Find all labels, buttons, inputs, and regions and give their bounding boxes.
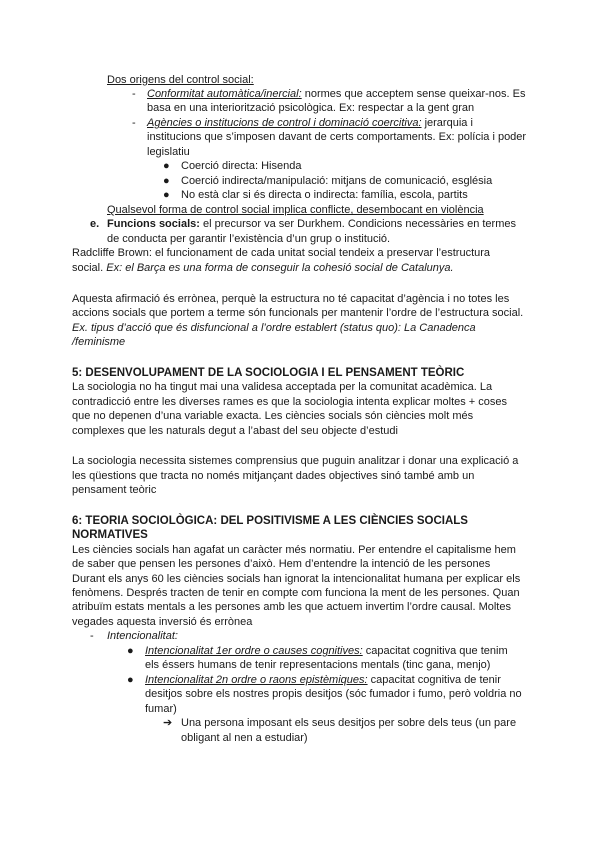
affirmation-line: Aquesta afirmació és errònea, perquè la estructura no té capacitat d’agència i no totes les bbox=[72, 293, 510, 305]
section6-paragraph-line: fenòmens. Després tracten de tenir en compte com funciona la ment de les persones. Quan bbox=[72, 587, 520, 599]
origins-item1-line2: basa en una interiorització psicològica. Ex: respectar a la gent gran bbox=[147, 102, 475, 114]
origins-bullet: No està clar si és directa o indirecta: família, escola, partits bbox=[181, 189, 468, 201]
section5-paragraph-line: La sociologia no ha tingut mai una validesa acceptada per la comunitat acadèmica. La bbox=[72, 381, 493, 393]
intencionalitat-label: Intencionalitat: bbox=[107, 630, 178, 642]
affirmation-line: accions socials que portem a terme són funcionals per mantenir l’ordre de l’estructura social. bbox=[72, 307, 524, 319]
dash-marker: - bbox=[132, 117, 136, 129]
origins-item2-label: Agències o institucions de control i dominació coercitiva: bbox=[147, 117, 422, 129]
origins-item2-line1 bbox=[147, 116, 473, 130]
section6-paragraph-line: Durant els anys 60 les ciències socials han ignorat la intencionalitat humana per explicar els bbox=[72, 573, 521, 585]
origins-item2-line3: legislatiu bbox=[147, 146, 190, 158]
origins-bullet: Coerció indirecta/manipulació: mitjans de comunicació, església bbox=[181, 175, 493, 187]
affirmation-example: /feminisme bbox=[72, 336, 126, 348]
radcliffe-plain: social. bbox=[72, 262, 107, 274]
section6-paragraph-line: Les ciències socials han agafat un caràcter més normatiu. Per entendre el capitalisme hem bbox=[72, 544, 516, 556]
section6-paragraph-line: atribuïm estats mentals a les persones amb les que actuem invertim l’ordre causal. Moltes bbox=[72, 601, 511, 613]
bullet-icon: ● bbox=[163, 189, 170, 201]
section5-paragraph-line: complexes que les naturals degut a l’abast del seu objecte d’estudi bbox=[72, 425, 398, 437]
bullet-icon: ● bbox=[127, 674, 134, 686]
radcliffe-line1: Radcliffe Brown: el funcionament de cada unitat social tendeix a preservar l’estructura bbox=[72, 247, 491, 259]
dash-marker: - bbox=[132, 88, 136, 100]
section5-paragraph-line: pensament teòric bbox=[72, 484, 157, 496]
intencionalitat-b2-line2: desitjos sobre els nostres propis desitjos (sóc fumador i fumo, però voldria no bbox=[145, 688, 522, 700]
section5-paragraph-line: La sociologia necessita sistemes comprensius que puguin analitzar i donar una explicació a bbox=[72, 455, 519, 467]
intencionalitat-b1-line1 bbox=[145, 644, 508, 658]
origins-item1-line1 bbox=[147, 87, 525, 101]
affirmation-example: Ex. tipus d’acció que és disfuncional a l’ordre establert (status quo): La Canadenca bbox=[72, 322, 476, 334]
intencionalitat-b2-line1 bbox=[145, 673, 501, 687]
intencionalitat-b1-label: Intencionalitat 1er ordre o causes cognitives: bbox=[145, 645, 363, 657]
arrow-text-line2: obligant al nen a estudiar) bbox=[181, 732, 308, 744]
origins-item1-label: Conformitat automàtica/inercial: bbox=[147, 88, 302, 100]
section5-paragraph-line: que no depenen d’una variable exacta. Les ciències socials són ciències molt més bbox=[72, 410, 474, 422]
intencionalitat-b1-text: capacitat cognitiva que tenim bbox=[362, 645, 508, 657]
intencionalitat-b1-line2: els éssers humans de tenir representacions mentals (tinc gana, menjo) bbox=[145, 659, 491, 671]
section6-paragraph-line: de saber que pensen les persones d’això. Hem d’entendre la intenció de les persones bbox=[72, 558, 491, 570]
section6-title: 6: TEORIA SOCIOLÒGICA: DEL POSITIVISME A LES CIÈNCIES SOCIALS bbox=[72, 515, 468, 527]
origins-item1-text: normes que acceptem sense queixar-nos. Es bbox=[301, 88, 526, 100]
section5-title: 5: DESENVOLUPAMENT DE LA SOCIOLOGIA I EL PENSAMENT TEÒRIC bbox=[72, 367, 465, 379]
section5-paragraph-line: les qüestions que tracta no només mitjançant dades objectives sinó també amb un bbox=[72, 470, 475, 482]
intencionalitat-b2-line3: fumar) bbox=[145, 703, 177, 715]
origins-item2-text: jerarquia i bbox=[421, 117, 473, 129]
intencionalitat-b2-label: Intencionalitat 2n ordre o raons epistèmiques: bbox=[145, 674, 368, 686]
bullet-icon: ● bbox=[163, 175, 170, 187]
arrow-text-line1: Una persona imposant els seus desitjos per sobre dels teus (un pare bbox=[181, 717, 517, 729]
bullet-icon: ● bbox=[127, 645, 134, 657]
funcions-text: el precursor va ser Durkhem. Condicions necessàries en termes bbox=[199, 218, 516, 230]
intencionalitat-b2-text: capacitat cognitiva de tenir bbox=[367, 674, 501, 686]
origins-item2-line2: institucions que s’imposen davant de certs comportaments. Ex: polícia i poder bbox=[147, 131, 527, 143]
section6-paragraph-line: vegades aquesta inversió és errònea bbox=[72, 616, 253, 628]
radcliffe-example: Ex: el Barça es una forma de conseguir la cohesió social de Catalunya. bbox=[106, 262, 454, 274]
funcions-line2: de conducta per garantir l’existència d’un grup o institució. bbox=[107, 233, 391, 245]
section6-title: NORMATIVES bbox=[72, 529, 148, 541]
origins-heading: Dos origens del control social: bbox=[107, 74, 254, 86]
dash-marker: - bbox=[90, 630, 94, 642]
bullet-icon: ● bbox=[163, 160, 170, 172]
radcliffe-line2 bbox=[72, 261, 454, 275]
arrow-icon: ➔ bbox=[163, 717, 173, 729]
funcions-line1 bbox=[107, 217, 516, 231]
funcions-label: Funcions socials: bbox=[107, 218, 200, 230]
origins-closing: Qualsevol forma de control social implica conflicte, desembocant en violència bbox=[107, 204, 484, 216]
origins-bullet: Coerció directa: Hisenda bbox=[181, 160, 302, 172]
section5-paragraph-line: contradicció entre les diverses rames es que la sociologia intenta explicar moltes + coses bbox=[72, 396, 508, 408]
funcions-marker: e. bbox=[90, 218, 100, 230]
